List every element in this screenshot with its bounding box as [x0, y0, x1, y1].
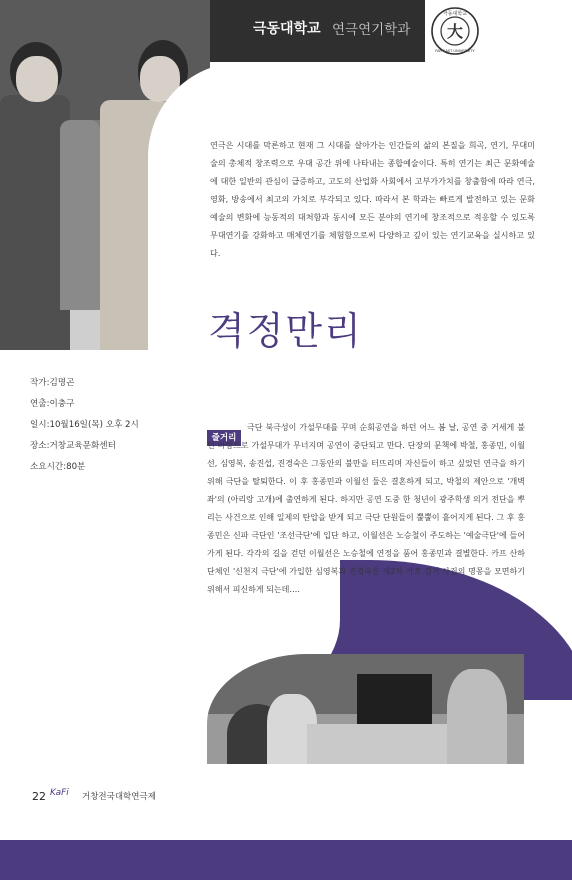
department-name: 연극연기학과 — [332, 22, 411, 38]
school-name: 극동대학교 — [253, 21, 321, 37]
festival-logo: KaFi — [50, 788, 69, 798]
info-venue: 장소:거창교육문화센터 — [30, 441, 116, 451]
synopsis-text — [207, 419, 525, 599]
info-datetime: 일시:10월16일(목) 오후 2시 — [30, 420, 139, 430]
university-seal-icon — [430, 6, 480, 56]
info-director: 연출:이충구 — [30, 399, 75, 409]
seal-top-text: 극동대학교 — [442, 11, 468, 17]
info-runtime: 소요시간:80분 — [30, 462, 86, 472]
seal-char: 大 — [446, 22, 464, 41]
synopsis-label: 줄거리 — [207, 430, 241, 446]
play-title: 격정만리 — [208, 309, 363, 353]
festival-name: 거창전국대학연극제 — [82, 792, 156, 802]
seal-bottom-text: FAR EAST UNIVERSITY — [435, 49, 475, 53]
department-intro: 연극은 시대를 막론하고 현재 그 시대를 살아가는 인간들의 삶의 본질을 희곡, 연기, 무대미술의 총체적 창조력으로 우대 공간 위에 나타내는 종합예술이다. 특히 연기는 최근 문화예술에 대한 일반의 관심이 급증하고, 고도의 산업화 사회에서 고부가가치를 창출함에 따라 연극, 영화, 방송에서 최고의 가치로 부각되고 있다. 따라서 본 학과는 빠르게 발전하고 있는 문화예술의 변화에 능동적의 대처함과 동시에 모든 분야의 연기에 창조적으로 적응할 수 있도록 무대연기를 강화하고 매체연기를 체험함으로써 다양하고 깊이 있는 연기교육을 실시하고 있다. — [210, 140, 535, 258]
info-author: 작가:김명곤 — [30, 378, 75, 388]
page-number: 22 — [32, 790, 46, 803]
rehearsal-photo — [207, 654, 524, 764]
synopsis-body: 극단 북극성이 가설무대를 꾸며 순회공연을 하던 어느 봄 날, 공연 중 거세게 불던 바람으로 가설무대가 무너지며 공연이 중단되고 만다. 단장의 문책에 박철, 홍종민, 이월선, 심영복, 송진섭, 진경숙은 그동안의 불만을 터뜨리며 자신들이 하고 싶었던 연극을 하기 위해 극단을 탈퇴한다. 이 후 홍종민과 이월선 둘은 결혼하게 되고, 박철의 제안으로 '개벽좌'의 (아리랑 고개)에 출연하게 된다. 하지만 공연 도중 한 청년이 광주학생 의거 전단을 뿌리는 사건으로 인해 일제의 탄압을 받게 되고 극단 단원들이 뿔뿔이 흩어지게 된다. 그 후 홍종민은 신파 극단인 '조선극단'에 입단 하고, 이월선은 노승철이 주도하는 '예술극단'에 들어가게 된다. 각각의 길을 걷던 이월선은 노승철에 연정을 품어 홍종민과 결별한다. 카프 산하단체인 '신천지 극단'에 가입한 심영복과 진경숙은 제2차 카프 검거 사건의 명몽을 모면하기 위해서 피신하게 되는데…. — [207, 423, 525, 594]
